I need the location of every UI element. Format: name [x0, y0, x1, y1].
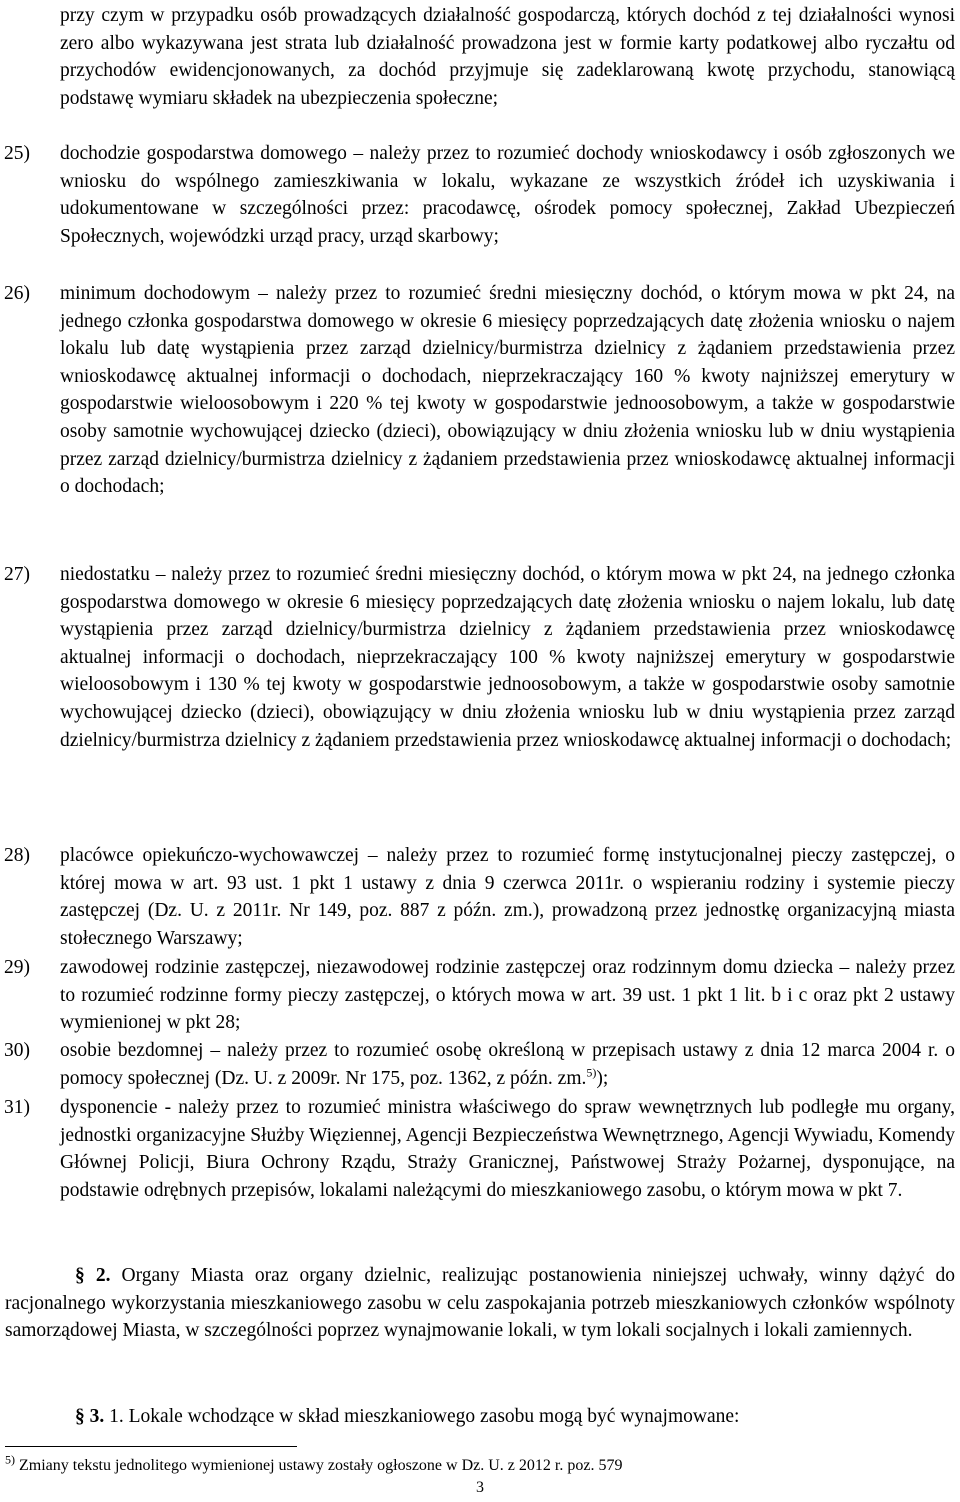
- item-number: 25): [4, 143, 30, 164]
- list-item: [4, 954, 955, 1037]
- item-number: 27): [4, 564, 30, 585]
- item-number: 29): [4, 957, 30, 978]
- item-number: 30): [4, 1040, 30, 1061]
- footnote-divider: [5, 1446, 297, 1447]
- section-label: § 2.: [75, 1265, 111, 1286]
- footnote-reference: 5): [586, 1065, 597, 1080]
- item-text-tail: );: [596, 1067, 609, 1089]
- section-text: Organy Miasta oraz organy dzielnic, realizując postanowienia niniejszej uchwały, winny dążyć do racjonalnego wykorzystania mieszkaniowego zasobu w celu zaspokajania potrzeb mieszkaniowych członków wspólnoty samorządowej Miasta, w szczególności poprzez wynajmowanie lokali, w tym lokali socjalnych i lokali zamiennych.: [5, 1265, 956, 1342]
- item-text: minimum dochodowym – należy przez to rozumieć średni miesięczny dochód, o którym mowa w pkt 24, na jednego członka gospodarstwa domowego w okresie 6 miesięcy poprzedzających datę złożenia wniosku o najem lokalu lub datę wystąpienia przez zarząd dzielnicy/burmistrza dzielnicy z żądaniem przedstawienia przez wnioskodawcę aktualnej informacji o dochodach, nieprzekraczający 160 % kwoty najniższej emerytury w gospodarstwie wieloosobowym i 220 % tej kwoty w gospodarstwie jednoosobowym, a także w gospodarstwie osoby samotnie wychowującej dziecko (dzieci), obowiązujący w dniu złożenia wniosku lub w dniu wystąpienia przez zarząd dzielnicy/burmistrza dzielnicy z żądaniem przedstawienia przez wnioskodawcę aktualnej informacji o dochodach;: [60, 283, 955, 498]
- section-text: 1. Lokale wchodzące w skład mieszkaniowego zasobu mogą być wynajmowane:: [109, 1406, 740, 1427]
- list-item: [4, 140, 955, 250]
- item-text: osobie bezdomnej – należy przez to rozumieć osobę określoną w przepisach ustawy z dnia 12 marca 2004 r. o pomocy społecznej (Dz. U. z 2009r. Nr 175, poz. 1362, z późn. zm.: [60, 1040, 955, 1089]
- item-text: dochodzie gospodarstwa domowego – należy przez to rozumieć dochody wnioskodawcy i osób zgłoszonych we wniosku do wspólnego zamieszkiwania w lokalu, wykazane ze wszystkich źródeł ich uzyskiwania i udokumentowane w szczególności przez: pracodawcę, ośrodek pomocy społecznej, Zakład Ubezpieczeń Społecznych, wojewódzki urząd pracy, urząd skarbowy;: [60, 143, 955, 247]
- list-item: [4, 1037, 955, 1092]
- section-3-paragraph: [5, 1403, 955, 1431]
- list-item: [4, 842, 955, 952]
- item-text: niedostatku – należy przez to rozumieć średni miesięczny dochód, o którym mowa w pkt 24, na jednego członka gospodarstwa domowego w okresie 6 miesięcy poprzedzających datę złożenia wniosku o najem lokalu, lub datę wystąpienia przez zarząd dzielnicy/burmistrza dzielnicy z żądaniem przedstawienia przez wnioskodawcę aktualnej informacji o dochodach, nieprzekraczający 100 % kwoty najniższej emerytury w gospodarstwie wieloosobowym i 130 % tej kwoty w gospodarstwie jednoosobowym, a także w gospodarstwie osoby samotnie wychowującej dziecko (dzieci), obowiązujący w dniu złożenia wniosku lub w dniu wystąpienia przez zarząd dzielnicy/burmistrza dzielnicy z żądaniem przedstawienia przez wnioskodawcę aktualnej informacji o dochodach;: [60, 564, 955, 751]
- list-item: [4, 280, 955, 501]
- list-item: [4, 561, 955, 754]
- footnote-text: Zmiany tekstu jednolitego wymienionej ustawy zostały ogłoszone w Dz. U. z 2012 r. poz. 579: [19, 1457, 623, 1474]
- item-text: zawodowej rodzinie zastępczej, niezawodowej rodzinie zastępczej oraz rodzinnym domu dziecka – należy przez to rozumieć rodzinne formy pieczy zastępczej, o których mowa w art. 39 ust. 1 pkt 1 lit. b i c oraz pkt 2 ustawy wymienionej w pkt 28;: [60, 957, 955, 1034]
- list-item: [4, 1094, 956, 1204]
- footnote-marker: 5): [5, 1452, 15, 1467]
- intro-paragraph: przy czym w przypadku osób prowadzących działalność gospodarczą, których dochód z tej działalności wynosi zero albo wykazywana jest strata lub działalność prowadzona jest w formie karty podatkowej albo ryczałtu od przychodów ewidencjonowanych, za dochód przyjmuje się zadeklarowaną kwotę przychodu, stanowiącą podstawę wymiaru składek na ubezpieczenia społeczne;: [60, 5, 955, 109]
- item-text: placówce opiekuńczo-wychowawczej – należy przez to rozumieć formę instytucjonalnej pieczy zastępczej, o której mowa w art. 93 ust. 1 pkt 1 ustawy z dnia 9 czerwca 2011r. o wspieraniu rodziny i systemie pieczy zastępczej (Dz. U. z 2011r. Nr 149, poz. 887 z późn. zm.), prowadzoną przez jednostkę organizacyjną miasta stołecznego Warszawy;: [60, 845, 955, 949]
- item-text: dysponencie - należy przez to rozumieć ministra właściwego do spraw wewnętrznych lub podległe mu organy, jednostki organizacyjne Służby Więziennej, Agencji Bezpieczeństwa Wewnętrznego, Agencji Wywiadu, Komendy Głównej Policji, Biura Ochrony Rządu, Straży Granicznej, Państwowej Straży Pożarnej, dysponujące, na podstawie odrębnych przepisów, lokalami należącymi do mieszkaniowego zasobu, o którym mowa w pkt 7.: [60, 1097, 956, 1201]
- footnote: [5, 1452, 623, 1476]
- item-number: 28): [4, 845, 30, 866]
- section-2-paragraph: [5, 1262, 955, 1345]
- page-number: 3: [476, 1479, 484, 1496]
- item-number: 31): [4, 1097, 30, 1118]
- section-label: § 3.: [75, 1406, 105, 1427]
- item-number: 26): [4, 283, 30, 304]
